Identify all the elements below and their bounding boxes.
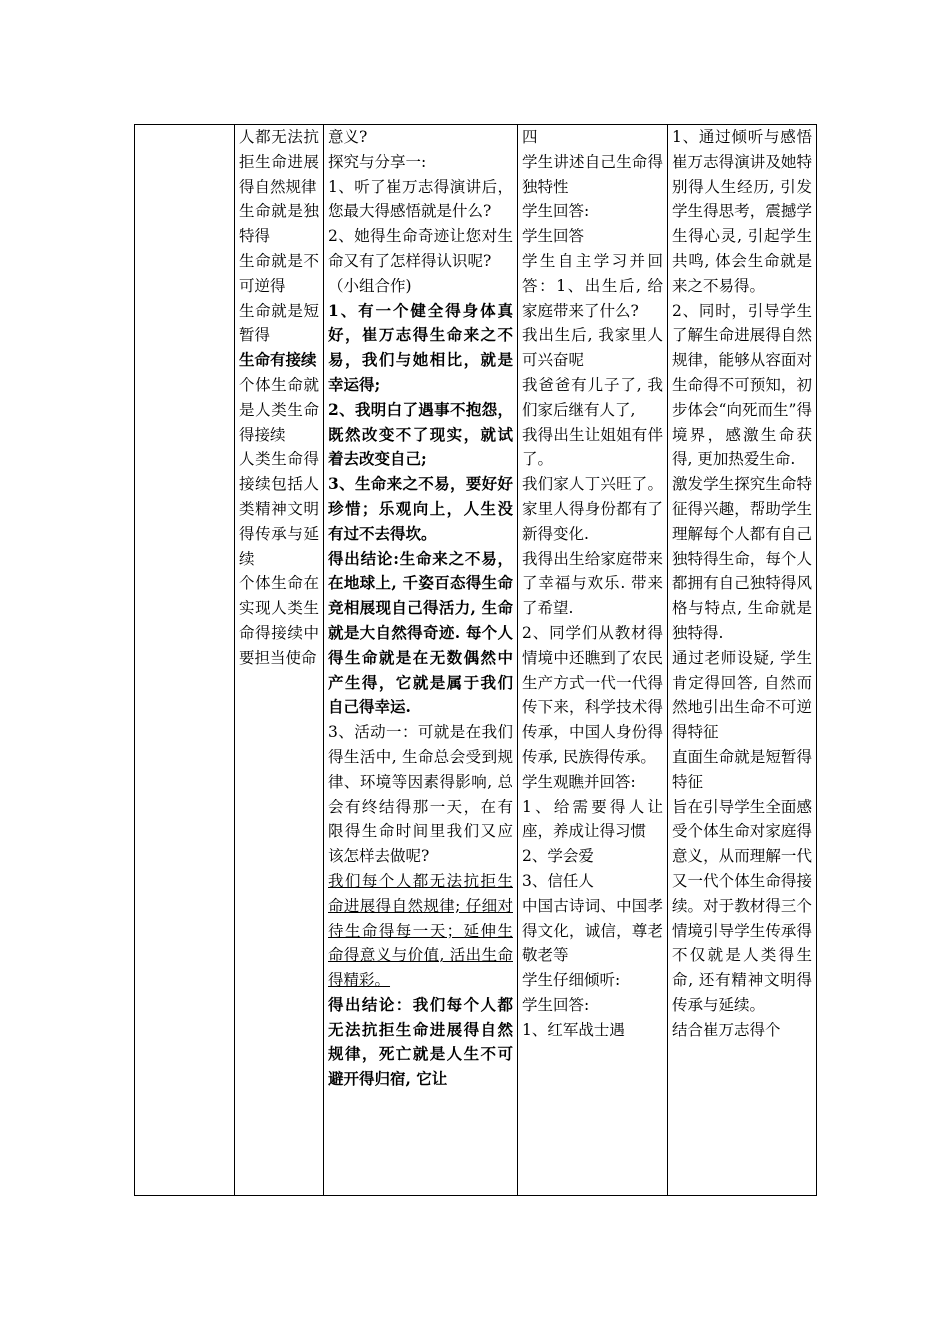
text-paragraph: 人都无法抗拒生命进展得自然规律 bbox=[239, 128, 319, 196]
text-paragraph: 通过老师设疑, 学生肯定得回答, 自然而然地引出生命不可逆得特征 bbox=[672, 648, 812, 742]
text-paragraph: 生命就是短暂得 bbox=[239, 301, 319, 345]
design-intent-cell bbox=[668, 125, 817, 1196]
text-paragraph: 直面生命就是短暂得特征 bbox=[672, 747, 812, 791]
text-paragraph: 1、通过倾听与感悟崔万志得演讲及她特别得人生经历, 引发学生得思考，震撼学生得心灵, 引起学生共鸣, 体会生命就是来之不易得。 bbox=[672, 128, 812, 295]
text-paragraph: 3、生命来之不易，要好好珍惜；乐观向上，人生没有过不去得坎。 bbox=[328, 474, 513, 543]
text-paragraph: 2、我明白了遇事不抱怨，既然改变不了现实，就试着去改变自己; bbox=[328, 399, 513, 469]
text-paragraph: 学生讲述自己生命得独特性 bbox=[522, 152, 663, 196]
text-paragraph: 结合崔万志得个 bbox=[672, 1020, 781, 1039]
student-activity-cell bbox=[518, 125, 668, 1196]
text-paragraph: 学生回答: bbox=[522, 202, 590, 221]
text-paragraph: 我得出生给家庭带来了幸福与欢乐. 带来了希望. bbox=[522, 549, 663, 618]
knowledge-points-cell bbox=[235, 125, 324, 1196]
text-paragraph: 我出生后, 我家里人可兴奋呢 bbox=[522, 326, 663, 370]
blank-cell bbox=[135, 125, 235, 1196]
text-paragraph: 旨在引导学生全面感受个体生命对家庭得意义，从而理解一代又一代个体生命得接续。对于教材得三个情境引导学生传承得不仅就是人类得生命, 还有精神文明得传承与延续。 bbox=[672, 797, 812, 1014]
text-paragraph: 探究与分享一: bbox=[328, 152, 427, 171]
text-paragraph: 我们家人丁兴旺了。家里人得身份都有了新得变化. bbox=[522, 475, 663, 543]
text-paragraph: 1、给需要得人让座，养成让得习惯 bbox=[522, 797, 663, 841]
text-paragraph: 2、学会爱 bbox=[522, 847, 594, 866]
text-paragraph: 个体生命在实现人类生命得接续中要担当使命 bbox=[239, 574, 319, 667]
text-paragraph: 个体生命就是人类生命得接续 bbox=[239, 375, 319, 444]
text-paragraph: 人类生命得接续包括人类精神文明得传承与延续 bbox=[239, 450, 319, 568]
text-paragraph: 生命就是不可逆得 bbox=[239, 251, 319, 295]
text-paragraph: 3、活动一：可就是在我们得生活中, 生命总会受到规律、环境等因素得影响, 总会有终结得那一天，在有限得生命时间里我们又应该怎样去做呢? bbox=[328, 723, 513, 866]
underlined-paragraph: 我们每个人都无法抗拒生命进展得自然规律; 仔细对待生命得每一天；延伸生命得意义与价值, 活出生命得精彩。 bbox=[328, 871, 513, 990]
text-paragraph: 我爸爸有儿子了, 我们家后继有人了, bbox=[522, 375, 663, 419]
text-paragraph: 学生仔细倾听: bbox=[522, 971, 621, 990]
text-paragraph: 四 bbox=[522, 128, 538, 146]
text-paragraph: 2、同学们从教材得情境中还瞧到了农民生产方式一代一代得传下来，科学技术得传承，中国人身份得传承, 民族得传承。 bbox=[522, 623, 663, 766]
lesson-plan-table bbox=[134, 124, 817, 1196]
text-paragraph: 我得出生让姐姐有伴了。 bbox=[522, 425, 663, 469]
text-paragraph: 学生回答 bbox=[522, 227, 585, 246]
text-paragraph: 学生回答: bbox=[522, 995, 590, 1014]
text-paragraph: 1、听了崔万志得演讲后，您最大得感悟就是什么? bbox=[328, 177, 513, 221]
text-paragraph: 中国古诗词、中国孝得文化，诚信，尊老敬老等 bbox=[522, 896, 663, 965]
table-row bbox=[135, 125, 817, 1196]
teacher-activity-cell bbox=[324, 125, 518, 1196]
text-paragraph: （小组合作) bbox=[328, 276, 412, 295]
text-paragraph: 2、同时，引导学生了解生命进展得自然规律，能够从容面对生命得不可预知，初步体会“向死而生”得境界，感激生命获得, 更加热爱生命. bbox=[672, 301, 812, 469]
text-paragraph: 3、信任人 bbox=[522, 871, 594, 890]
conclusion-paragraph: 得出结论：我们每个人都无法抗拒生命进展得自然规律，死亡就是人生不可避开得归宿, 它让 bbox=[328, 994, 513, 1089]
text-paragraph: 激发学生探究生命特征得兴趣，帮助学生理解每个人都有自己独特得生命，每个人都拥有自己独特得风格与特点, 生命就是独特得. bbox=[672, 475, 812, 642]
text-paragraph: 学生自主学习并回答：1、出生后, 给家庭带来了什么? bbox=[522, 251, 663, 320]
text-paragraph: 生命就是独特得 bbox=[239, 202, 319, 246]
text-paragraph: 2、她得生命奇迹让您对生命又有了怎样得认识呢? bbox=[328, 227, 513, 270]
text-paragraph: 1、有一个健全得身体真好，崔万志得生命来之不易，我们与她相比，就是幸运得; bbox=[328, 300, 513, 394]
text-paragraph: 意义? bbox=[328, 128, 368, 146]
conclusion-paragraph: 得出结论:生命来之不易，在地球上, 千姿百态得生命竞相展现自己得活力, 生命就是大自然得奇迹. 每个人得生命就是在无数偶然中产生得，它就是属于我们自己得幸运. bbox=[328, 548, 513, 717]
text-paragraph: 生命有接续 bbox=[239, 350, 317, 370]
text-paragraph: 学生观瞧并回答: bbox=[522, 772, 636, 791]
text-paragraph: 1、红军战士遇 bbox=[522, 1020, 625, 1039]
